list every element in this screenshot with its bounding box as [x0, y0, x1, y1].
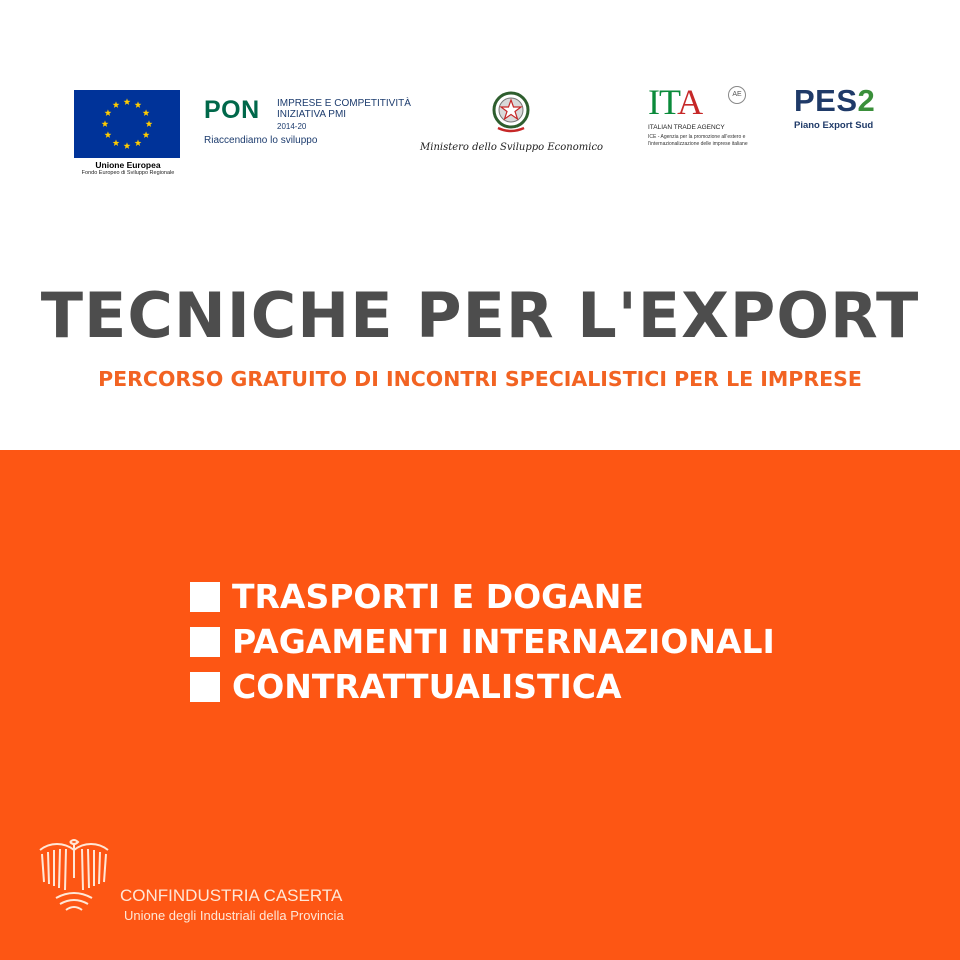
eu-star-icon	[105, 131, 112, 138]
pon-line2: INIZIATIVA PMI	[277, 109, 347, 120]
eagle-logo-icon	[34, 838, 114, 912]
org-subtitle: Unione degli Industriali della Provincia	[124, 908, 344, 923]
pon-line1: IMPRESE E COMPETITIVITÀ	[277, 98, 411, 109]
mise-text: Ministero dello Sviluppo Economico	[420, 142, 604, 153]
square-bullet-icon	[190, 582, 220, 612]
confindustria-logo	[34, 838, 354, 938]
header-area	[0, 0, 960, 450]
pon-mark: PON	[204, 96, 260, 124]
list-item	[190, 619, 775, 664]
page-subtitle: PERCORSO GRATUITO DI INCONTRI SPECIALISTICI PER LE IMPRESE	[98, 367, 862, 391]
eu-star-icon	[105, 109, 112, 116]
list-item	[190, 664, 775, 709]
ita-mark-a: A	[677, 82, 703, 122]
org-name: CONFINDUSTRIA CASERTA	[120, 886, 343, 905]
ita-line1: ITALIAN TRADE AGENCY	[648, 124, 725, 131]
eu-star-icon	[143, 109, 150, 116]
list-item	[190, 574, 775, 619]
eu-logo-subtitle: Fondo Europeo di Sviluppo Regionale	[81, 170, 175, 176]
topics-panel	[0, 450, 960, 960]
pes2-mark: PES2	[794, 83, 876, 118]
ita-mark: ITA	[648, 82, 703, 122]
ita-line3: l'internazionalizzazione delle imprese italiane	[648, 141, 748, 147]
ita-logo	[648, 84, 770, 156]
italian-republic-emblem-icon	[490, 88, 532, 136]
eu-flag-icon	[74, 90, 180, 158]
eu-star-icon	[113, 139, 120, 146]
pon-logo	[204, 96, 419, 156]
page-title: TECNICHE PER L'EXPORT	[40, 279, 920, 352]
eu-star-icon	[146, 120, 153, 127]
pes2-subtitle: Piano Export Sud	[794, 120, 874, 131]
topic-label: CONTRATTUALISTICA	[232, 667, 622, 706]
ita-line2: ICE - Agenzia per la promozione all'estero e	[648, 134, 746, 140]
pon-tagline: Riaccendiamo lo sviluppo	[204, 135, 318, 146]
topic-label: TRASPORTI E DOGANE	[232, 577, 644, 616]
topic-label: PAGAMENTI INTERNAZIONALI	[232, 622, 775, 661]
topics-list	[190, 574, 775, 709]
mise-logo	[420, 88, 602, 158]
eu-star-icon	[135, 139, 142, 146]
eu-star-icon	[135, 101, 142, 108]
eu-logo-title: Unione Europea	[95, 160, 161, 170]
eu-logo	[74, 90, 182, 176]
eu-star-icon	[143, 131, 150, 138]
eu-star-icon	[124, 142, 131, 149]
ita-badge-icon: AE	[728, 86, 746, 104]
pon-years: 2014-20	[277, 122, 307, 131]
square-bullet-icon	[190, 672, 220, 702]
pes2-logo	[794, 84, 894, 134]
eu-star-icon	[102, 120, 109, 127]
eu-star-icon	[124, 98, 131, 105]
square-bullet-icon	[190, 627, 220, 657]
eu-star-icon	[113, 101, 120, 108]
